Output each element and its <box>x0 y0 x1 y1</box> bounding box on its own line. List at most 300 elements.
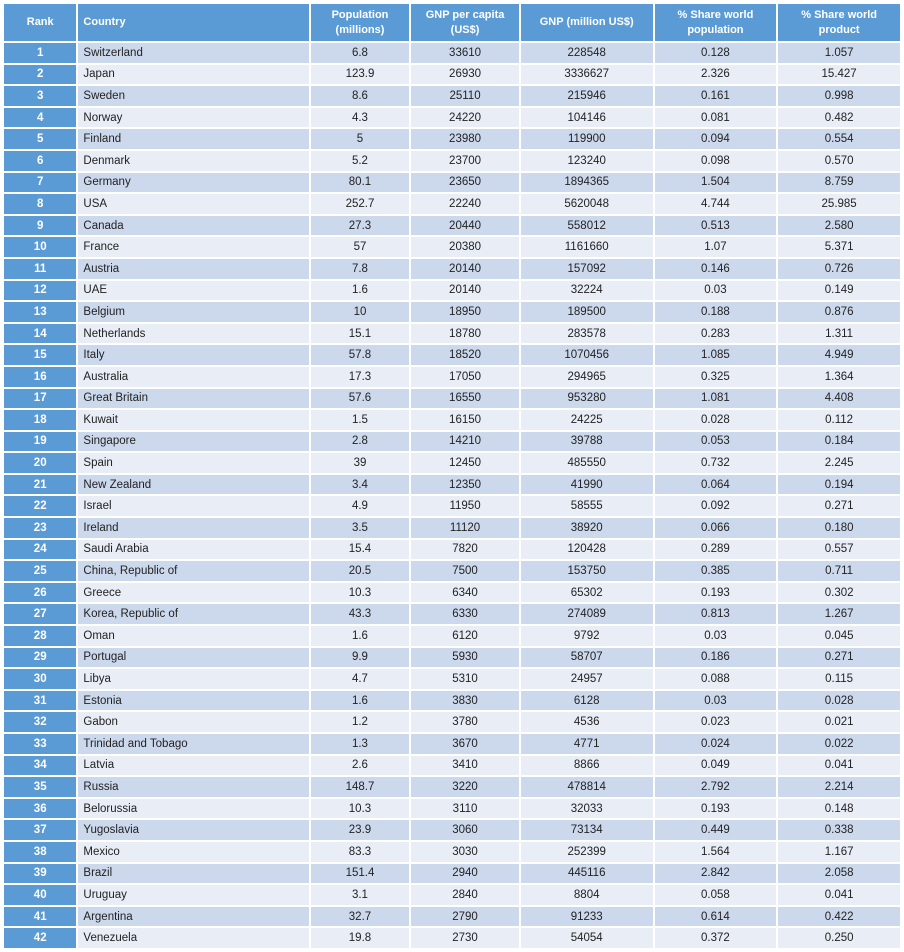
population-cell: 10 <box>311 302 410 322</box>
gnp-per-capita-cell: 2940 <box>411 864 519 884</box>
population-cell: 8.6 <box>311 86 410 106</box>
share-population-cell: 1.504 <box>655 173 777 193</box>
population-cell: 27.3 <box>311 216 410 236</box>
share-population-cell: 0.614 <box>655 907 777 927</box>
country-cell: Portugal <box>78 648 308 668</box>
share-population-cell: 0.066 <box>655 518 777 538</box>
gnp-cell: 91233 <box>521 907 653 927</box>
table-row <box>4 194 900 214</box>
rank-cell: 1 <box>4 43 76 63</box>
rank-cell: 26 <box>4 583 76 603</box>
population-cell: 4.3 <box>311 108 410 128</box>
country-cell: Singapore <box>78 432 308 452</box>
rank-cell: 37 <box>4 820 76 840</box>
rank-cell: 6 <box>4 151 76 171</box>
share-population-cell: 1.085 <box>655 345 777 365</box>
country-cell: Spain <box>78 453 308 473</box>
share-product-cell: 0.271 <box>778 496 900 516</box>
table-row <box>4 237 900 257</box>
gnp-per-capita-cell: 24220 <box>411 108 519 128</box>
table-row <box>4 86 900 106</box>
gnp-per-capita-cell: 26930 <box>411 65 519 85</box>
share-product-cell: 2.214 <box>778 777 900 797</box>
share-product-cell: 1.057 <box>778 43 900 63</box>
gnp-per-capita-cell: 17050 <box>411 367 519 387</box>
gnp-per-capita-cell: 33610 <box>411 43 519 63</box>
gnp-cell: 215946 <box>521 86 653 106</box>
population-cell: 6.8 <box>311 43 410 63</box>
table-row <box>4 475 900 495</box>
population-cell: 10.3 <box>311 583 410 603</box>
share-population-cell: 4.744 <box>655 194 777 214</box>
share-product-cell: 0.726 <box>778 259 900 279</box>
table-row <box>4 518 900 538</box>
country-cell: Switzerland <box>78 43 308 63</box>
rank-cell: 40 <box>4 885 76 905</box>
share-product-cell: 1.364 <box>778 367 900 387</box>
share-population-cell: 0.03 <box>655 691 777 711</box>
gnp-per-capita-cell: 3410 <box>411 756 519 776</box>
table-row <box>4 777 900 797</box>
population-cell: 3.5 <box>311 518 410 538</box>
rank-cell: 4 <box>4 108 76 128</box>
share-product-cell: 0.115 <box>778 669 900 689</box>
share-population-cell: 0.161 <box>655 86 777 106</box>
table-row <box>4 820 900 840</box>
gnp-per-capita-cell: 2790 <box>411 907 519 927</box>
country-cell: Latvia <box>78 756 308 776</box>
rank-cell: 18 <box>4 410 76 430</box>
country-cell: Kuwait <box>78 410 308 430</box>
share-population-cell: 0.372 <box>655 928 777 948</box>
population-cell: 9.9 <box>311 648 410 668</box>
population-cell: 15.4 <box>311 540 410 560</box>
rank-cell: 23 <box>4 518 76 538</box>
gnp-cell: 558012 <box>521 216 653 236</box>
population-cell: 23.9 <box>311 820 410 840</box>
share-product-cell: 0.194 <box>778 475 900 495</box>
share-product-cell: 0.112 <box>778 410 900 430</box>
rank-cell: 9 <box>4 216 76 236</box>
gnp-cell: 32224 <box>521 281 653 301</box>
gnp-per-capita-cell: 23650 <box>411 173 519 193</box>
table-row <box>4 173 900 193</box>
population-cell: 39 <box>311 453 410 473</box>
rank-cell: 15 <box>4 345 76 365</box>
table-row <box>4 864 900 884</box>
share-population-cell: 0.058 <box>655 885 777 905</box>
rank-cell: 10 <box>4 237 76 257</box>
share-product-cell: 0.422 <box>778 907 900 927</box>
share-product-cell: 0.876 <box>778 302 900 322</box>
gnp-cell: 153750 <box>521 561 653 581</box>
header-rank: Rank <box>4 4 76 41</box>
table-row <box>4 691 900 711</box>
rank-cell: 20 <box>4 453 76 473</box>
rank-cell: 3 <box>4 86 76 106</box>
population-cell: 57.8 <box>311 345 410 365</box>
gnp-cell: 32033 <box>521 799 653 819</box>
population-cell: 148.7 <box>311 777 410 797</box>
header-country: Country <box>78 4 308 41</box>
gnp-per-capita-cell: 6340 <box>411 583 519 603</box>
country-cell: Norway <box>78 108 308 128</box>
gnp-per-capita-cell: 20140 <box>411 259 519 279</box>
table-row <box>4 540 900 560</box>
share-product-cell: 0.250 <box>778 928 900 948</box>
gnp-cell: 3336627 <box>521 65 653 85</box>
country-cell: Mexico <box>78 842 308 862</box>
gnp-per-capita-cell: 23980 <box>411 129 519 149</box>
gnp-cell: 6128 <box>521 691 653 711</box>
share-product-cell: 0.570 <box>778 151 900 171</box>
share-population-cell: 0.024 <box>655 734 777 754</box>
country-cell: Australia <box>78 367 308 387</box>
share-product-cell: 0.482 <box>778 108 900 128</box>
country-cell: Sweden <box>78 86 308 106</box>
rank-cell: 2 <box>4 65 76 85</box>
country-cell: Finland <box>78 129 308 149</box>
gnp-per-capita-cell: 18520 <box>411 345 519 365</box>
share-population-cell: 0.053 <box>655 432 777 452</box>
share-population-cell: 0.023 <box>655 712 777 732</box>
population-cell: 3.4 <box>311 475 410 495</box>
header-population: Population (millions) <box>311 4 410 41</box>
share-product-cell: 2.245 <box>778 453 900 473</box>
country-cell: Austria <box>78 259 308 279</box>
gnp-per-capita-cell: 3830 <box>411 691 519 711</box>
gnp-cell: 283578 <box>521 324 653 344</box>
share-population-cell: 0.732 <box>655 453 777 473</box>
gnp-ranking-table <box>2 2 902 950</box>
country-cell: Denmark <box>78 151 308 171</box>
country-cell: Germany <box>78 173 308 193</box>
gnp-per-capita-cell: 20380 <box>411 237 519 257</box>
share-population-cell: 2.792 <box>655 777 777 797</box>
gnp-cell: 39788 <box>521 432 653 452</box>
table-row <box>4 432 900 452</box>
table-row <box>4 43 900 63</box>
gnp-cell: 228548 <box>521 43 653 63</box>
population-cell: 1.6 <box>311 281 410 301</box>
share-population-cell: 0.186 <box>655 648 777 668</box>
country-cell: Greece <box>78 583 308 603</box>
population-cell: 32.7 <box>311 907 410 927</box>
gnp-per-capita-cell: 7500 <box>411 561 519 581</box>
rank-cell: 30 <box>4 669 76 689</box>
gnp-cell: 120428 <box>521 540 653 560</box>
gnp-cell: 8866 <box>521 756 653 776</box>
table-row <box>4 151 900 171</box>
rank-cell: 5 <box>4 129 76 149</box>
table-row <box>4 453 900 473</box>
share-population-cell: 0.092 <box>655 496 777 516</box>
table-row <box>4 604 900 624</box>
rank-cell: 24 <box>4 540 76 560</box>
gnp-cell: 189500 <box>521 302 653 322</box>
country-cell: China, Republic of <box>78 561 308 581</box>
share-population-cell: 0.449 <box>655 820 777 840</box>
share-population-cell: 0.03 <box>655 281 777 301</box>
gnp-per-capita-cell: 7820 <box>411 540 519 560</box>
country-cell: Belgium <box>78 302 308 322</box>
population-cell: 43.3 <box>311 604 410 624</box>
country-cell: Russia <box>78 777 308 797</box>
gnp-per-capita-cell: 12450 <box>411 453 519 473</box>
country-cell: Japan <box>78 65 308 85</box>
gnp-per-capita-cell: 3780 <box>411 712 519 732</box>
gnp-cell: 58707 <box>521 648 653 668</box>
rank-cell: 34 <box>4 756 76 776</box>
country-cell: Netherlands <box>78 324 308 344</box>
rank-cell: 22 <box>4 496 76 516</box>
gnp-cell: 5620048 <box>521 194 653 214</box>
gnp-per-capita-cell: 23700 <box>411 151 519 171</box>
share-product-cell: 0.271 <box>778 648 900 668</box>
share-product-cell: 1.167 <box>778 842 900 862</box>
share-product-cell: 0.028 <box>778 691 900 711</box>
rank-cell: 27 <box>4 604 76 624</box>
share-product-cell: 4.949 <box>778 345 900 365</box>
gnp-cell: 1070456 <box>521 345 653 365</box>
header-gnp: GNP (million US$) <box>521 4 653 41</box>
table-row <box>4 885 900 905</box>
share-population-cell: 0.385 <box>655 561 777 581</box>
gnp-per-capita-cell: 12350 <box>411 475 519 495</box>
gnp-cell: 54054 <box>521 928 653 948</box>
country-cell: USA <box>78 194 308 214</box>
rank-cell: 8 <box>4 194 76 214</box>
table-row <box>4 367 900 387</box>
gnp-per-capita-cell: 3670 <box>411 734 519 754</box>
population-cell: 1.2 <box>311 712 410 732</box>
share-product-cell: 0.338 <box>778 820 900 840</box>
gnp-cell: 24225 <box>521 410 653 430</box>
country-cell: Venezuela <box>78 928 308 948</box>
table-row <box>4 281 900 301</box>
share-population-cell: 0.03 <box>655 626 777 646</box>
share-population-cell: 0.049 <box>655 756 777 776</box>
country-cell: Canada <box>78 216 308 236</box>
rank-cell: 28 <box>4 626 76 646</box>
rank-cell: 19 <box>4 432 76 452</box>
gnp-cell: 8804 <box>521 885 653 905</box>
rank-cell: 29 <box>4 648 76 668</box>
country-cell: Libya <box>78 669 308 689</box>
share-product-cell: 0.557 <box>778 540 900 560</box>
gnp-cell: 58555 <box>521 496 653 516</box>
table-row <box>4 345 900 365</box>
gnp-cell: 4536 <box>521 712 653 732</box>
country-cell: Yugoslavia <box>78 820 308 840</box>
gnp-cell: 274089 <box>521 604 653 624</box>
gnp-per-capita-cell: 16150 <box>411 410 519 430</box>
gnp-cell: 485550 <box>521 453 653 473</box>
gnp-cell: 478814 <box>521 777 653 797</box>
share-product-cell: 0.021 <box>778 712 900 732</box>
country-cell: France <box>78 237 308 257</box>
table-row <box>4 410 900 430</box>
country-cell: New Zealand <box>78 475 308 495</box>
share-product-cell: 0.180 <box>778 518 900 538</box>
gnp-per-capita-cell: 6120 <box>411 626 519 646</box>
share-product-cell: 0.998 <box>778 86 900 106</box>
rank-cell: 14 <box>4 324 76 344</box>
rank-cell: 42 <box>4 928 76 948</box>
rank-cell: 31 <box>4 691 76 711</box>
table-row <box>4 65 900 85</box>
table-row <box>4 496 900 516</box>
table-body <box>4 43 900 948</box>
header-share-product: % Share world product <box>778 4 900 41</box>
share-product-cell: 4.408 <box>778 389 900 409</box>
gnp-cell: 294965 <box>521 367 653 387</box>
population-cell: 20.5 <box>311 561 410 581</box>
share-product-cell: 0.045 <box>778 626 900 646</box>
share-population-cell: 0.098 <box>655 151 777 171</box>
population-cell: 5.2 <box>311 151 410 171</box>
share-product-cell: 0.184 <box>778 432 900 452</box>
table-row <box>4 712 900 732</box>
gnp-cell: 9792 <box>521 626 653 646</box>
gnp-cell: 38920 <box>521 518 653 538</box>
rank-cell: 39 <box>4 864 76 884</box>
country-cell: Uruguay <box>78 885 308 905</box>
share-product-cell: 8.759 <box>778 173 900 193</box>
population-cell: 7.8 <box>311 259 410 279</box>
gnp-per-capita-cell: 18780 <box>411 324 519 344</box>
table-row <box>4 129 900 149</box>
table-row <box>4 583 900 603</box>
country-cell: Oman <box>78 626 308 646</box>
gnp-per-capita-cell: 11120 <box>411 518 519 538</box>
gnp-per-capita-cell: 3030 <box>411 842 519 862</box>
share-population-cell: 1.07 <box>655 237 777 257</box>
table-row <box>4 302 900 322</box>
gnp-cell: 104146 <box>521 108 653 128</box>
share-product-cell: 1.267 <box>778 604 900 624</box>
share-population-cell: 0.289 <box>655 540 777 560</box>
population-cell: 3.1 <box>311 885 410 905</box>
gnp-cell: 24957 <box>521 669 653 689</box>
table-row <box>4 648 900 668</box>
rank-cell: 32 <box>4 712 76 732</box>
share-population-cell: 0.094 <box>655 129 777 149</box>
table-row <box>4 216 900 236</box>
rank-cell: 12 <box>4 281 76 301</box>
table-row <box>4 389 900 409</box>
gnp-per-capita-cell: 5310 <box>411 669 519 689</box>
gnp-per-capita-cell: 25110 <box>411 86 519 106</box>
country-cell: Korea, Republic of <box>78 604 308 624</box>
share-product-cell: 25.985 <box>778 194 900 214</box>
header-gnp-per-capita: GNP per capita (US$) <box>411 4 519 41</box>
country-cell: Saudi Arabia <box>78 540 308 560</box>
table-row <box>4 799 900 819</box>
country-cell: UAE <box>78 281 308 301</box>
population-cell: 1.6 <box>311 691 410 711</box>
gnp-per-capita-cell: 18950 <box>411 302 519 322</box>
rank-cell: 17 <box>4 389 76 409</box>
share-product-cell: 0.022 <box>778 734 900 754</box>
country-cell: Ireland <box>78 518 308 538</box>
gnp-cell: 73134 <box>521 820 653 840</box>
gnp-per-capita-cell: 20140 <box>411 281 519 301</box>
table-header <box>4 4 900 41</box>
population-cell: 2.6 <box>311 756 410 776</box>
gnp-per-capita-cell: 20440 <box>411 216 519 236</box>
country-cell: Estonia <box>78 691 308 711</box>
share-population-cell: 0.146 <box>655 259 777 279</box>
population-cell: 4.9 <box>311 496 410 516</box>
gnp-per-capita-cell: 3110 <box>411 799 519 819</box>
share-product-cell: 0.149 <box>778 281 900 301</box>
gnp-cell: 123240 <box>521 151 653 171</box>
country-cell: Trinidad and Tobago <box>78 734 308 754</box>
gnp-per-capita-cell: 2840 <box>411 885 519 905</box>
gnp-cell: 1894365 <box>521 173 653 193</box>
share-product-cell: 0.148 <box>778 799 900 819</box>
population-cell: 83.3 <box>311 842 410 862</box>
table-row <box>4 561 900 581</box>
table-row <box>4 907 900 927</box>
gnp-per-capita-cell: 11950 <box>411 496 519 516</box>
population-cell: 2.8 <box>311 432 410 452</box>
gnp-cell: 4771 <box>521 734 653 754</box>
share-population-cell: 0.188 <box>655 302 777 322</box>
share-population-cell: 0.513 <box>655 216 777 236</box>
table-row <box>4 734 900 754</box>
share-population-cell: 1.081 <box>655 389 777 409</box>
share-population-cell: 0.813 <box>655 604 777 624</box>
gnp-cell: 65302 <box>521 583 653 603</box>
share-product-cell: 5.371 <box>778 237 900 257</box>
share-population-cell: 0.193 <box>655 799 777 819</box>
gnp-cell: 41990 <box>521 475 653 495</box>
header-row <box>4 4 900 41</box>
population-cell: 15.1 <box>311 324 410 344</box>
country-cell: Argentina <box>78 907 308 927</box>
table-row <box>4 108 900 128</box>
rank-cell: 13 <box>4 302 76 322</box>
table-row <box>4 669 900 689</box>
header-share-population: % Share world population <box>655 4 777 41</box>
population-cell: 80.1 <box>311 173 410 193</box>
population-cell: 1.6 <box>311 626 410 646</box>
share-population-cell: 2.842 <box>655 864 777 884</box>
country-cell: Italy <box>78 345 308 365</box>
table-row <box>4 756 900 776</box>
share-product-cell: 2.580 <box>778 216 900 236</box>
share-product-cell: 2.058 <box>778 864 900 884</box>
table-row <box>4 259 900 279</box>
gnp-cell: 1161660 <box>521 237 653 257</box>
gnp-cell: 953280 <box>521 389 653 409</box>
share-population-cell: 0.081 <box>655 108 777 128</box>
population-cell: 17.3 <box>311 367 410 387</box>
share-product-cell: 0.554 <box>778 129 900 149</box>
share-product-cell: 0.041 <box>778 756 900 776</box>
population-cell: 57.6 <box>311 389 410 409</box>
share-product-cell: 0.041 <box>778 885 900 905</box>
rank-cell: 7 <box>4 173 76 193</box>
share-product-cell: 15.427 <box>778 65 900 85</box>
rank-cell: 41 <box>4 907 76 927</box>
share-population-cell: 0.283 <box>655 324 777 344</box>
population-cell: 4.7 <box>311 669 410 689</box>
population-cell: 19.8 <box>311 928 410 948</box>
country-cell: Great Britain <box>78 389 308 409</box>
